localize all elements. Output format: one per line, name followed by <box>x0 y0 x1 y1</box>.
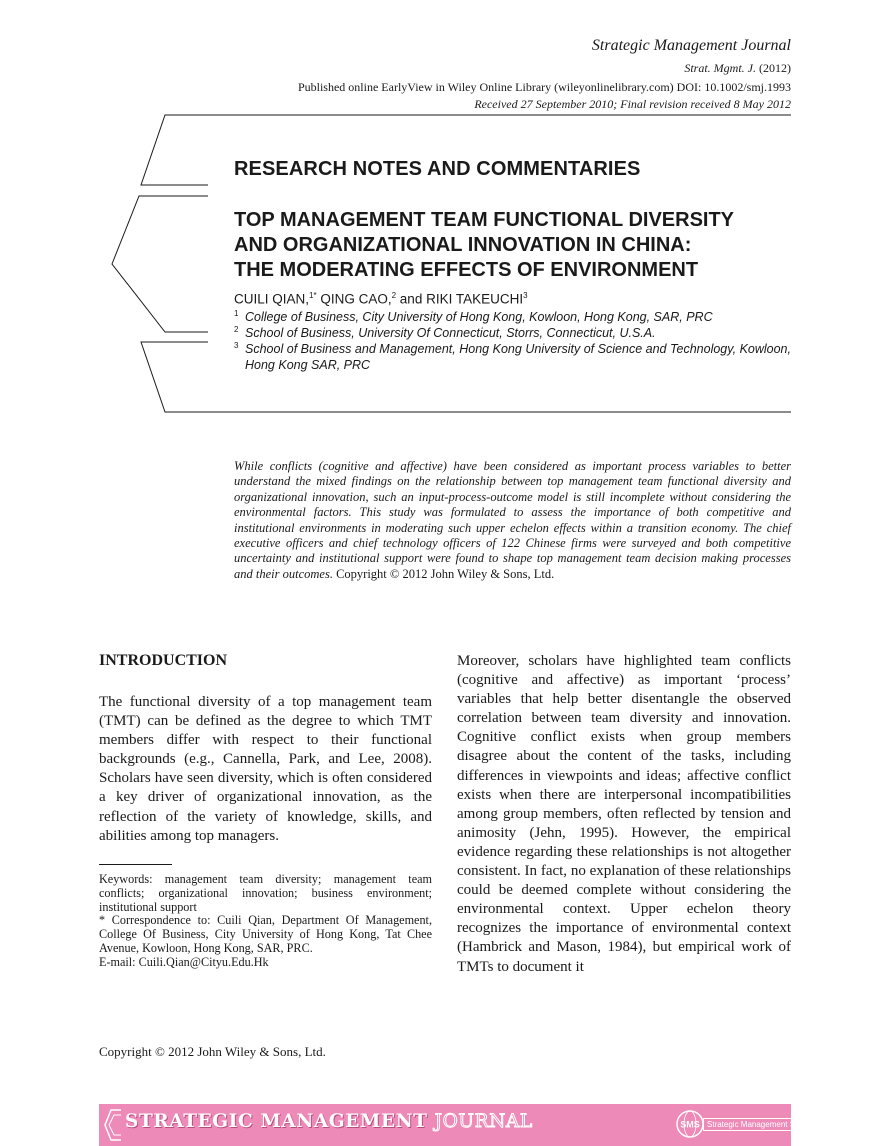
banner-title <box>125 1111 533 1132</box>
affiliation-number: 3 <box>234 341 239 350</box>
sms-logo-icon <box>675 1109 705 1139</box>
abstract <box>234 459 791 582</box>
author-marker: 1* <box>309 291 317 300</box>
footnote-divider <box>99 864 172 865</box>
author-marker: 3 <box>523 291 528 300</box>
author-name: QING CAO, <box>316 291 392 307</box>
banner-title-journal: JOURNAL <box>434 1111 533 1132</box>
author-name: and RIKI TAKEUCHI <box>396 291 524 307</box>
page-copyright: Copyright © 2012 John Wiley & Sons, Ltd. <box>99 1044 326 1059</box>
received-dates: Received 27 September 2010; Final revision received 8 May 2012 <box>474 97 791 111</box>
title-line: TOP MANAGEMENT TEAM FUNCTIONAL DIVERSITY <box>234 209 735 231</box>
author-marker: 2 <box>391 291 397 300</box>
abstract-copyright: Copyright © 2012 John Wiley & Sons, Ltd. <box>332 566 555 581</box>
title-line: THE MODERATING EFFECTS OF ENVIRONMENT <box>234 259 699 281</box>
keywords: Keywords: management team diversity; management team conflicts; organizational innovation; business environment; institutional support <box>99 872 432 914</box>
column-left-paragraph: The functional diversity of a top management team (TMT) can be defined as the degree to which TMT members differ with respect to their functional backgrounds (e.g., Cannella, Park, and Lee, 2008). Scholars have seen diversity, which is often considered a key driver of organizational innovation, as the reflection of the variety of knowledge, skills, and abilities among top managers. <box>99 694 432 844</box>
section-heading: RESEARCH NOTES AND COMMENTARIES <box>234 158 641 180</box>
article-title <box>234 208 734 283</box>
correspondence: * Correspondence to: Cuili Qian, Department Of Management, College Of Business, City University of Hong Kong, Tat Chee Avenue, Kowloon, Hong Kong, SAR, PRC. <box>99 913 432 955</box>
title-line: AND ORGANIZATIONAL INNOVATION IN CHINA: <box>234 234 692 256</box>
affiliation-number: 2 <box>234 325 239 334</box>
affiliation-number: 1 <box>234 309 239 318</box>
email: E-mail: Cuili.Qian@Cityu.Edu.Hk <box>99 954 269 969</box>
affiliation-text: School of Business and Management, Hong Kong University of Science and Technology, Kowloon, Hong Kong SAR, PRC <box>245 342 791 372</box>
author-name: CUILI QIAN, <box>234 291 310 307</box>
introduction-heading: INTRODUCTION <box>99 652 228 669</box>
banner-title-main: STRATEGIC MANAGEMENT <box>125 1111 435 1132</box>
society-name: Strategic Management Society <box>703 1118 820 1131</box>
affiliation-text: School of Business, University Of Connecticut, Storrs, Connecticut, U.S.A. <box>245 326 656 340</box>
author-list <box>234 291 528 307</box>
banner-bracket-icon <box>103 1108 123 1142</box>
citation-abbrev: Strat. Mgmt. J. <box>684 61 756 75</box>
affiliation <box>234 325 791 341</box>
affiliation <box>234 341 791 373</box>
abstract-text: While conflicts (cognitive and affective) have been considered as important process variables to better understand the mixed findings on the relationship between top management team functional diversity and organizational innovation, such an input-process-outcome model is still incomplete without considering the environmental factors. This study was formulated to assess the importance of both competitive and institutional environments in moderating such upper echelon effects within a transition economy. The chief executive officers and chief technology officers of 122 Chinese firms were surveyed and both competitive uncertainty and institutional support were found to shape top management team decision making processes and their outcomes. <box>234 459 791 581</box>
affiliation <box>234 309 791 325</box>
bracket-middle <box>112 196 208 332</box>
journal-banner <box>99 1104 816 1146</box>
citation-year: (2012) <box>759 61 791 75</box>
column-right-paragraph: Moreover, scholars have highlighted team conflicts (cognitive and affective) as important ‘process’ variables that help better disentangle the observed correlation between team diversity and innovation. Cognitive conflict exists when group members disagree about the content of the tasks, including differences in viewpoints and ideas; affective conflict exists when there are interpersonal incompatibilities among group members, often reflected by tension and animosity (Jehn, 1995). However, the empirical evidence regarding these relationships is not altogether consistent. In fact, no explanation of these relationships could be deemed complete without considering the environmental context. Upper echelon theory recognizes the importance of environmental context (Hambrick and Mason, 1984), but empirical work of TMTs to document it <box>457 653 791 975</box>
footnotes <box>99 873 432 970</box>
journal-name: Strategic Management Journal <box>591 37 791 54</box>
affiliation-text: College of Business, City University of Hong Kong, Kowloon, Hong Kong, SAR, PRC <box>245 310 713 324</box>
published-online: Published online EarlyView in Wiley Online Library (wileyonlinelibrary.com) DOI: 10.1002/smj.1993 <box>297 80 791 94</box>
sms-logo-text: SMS <box>680 1119 700 1130</box>
affiliation-list <box>234 309 791 373</box>
